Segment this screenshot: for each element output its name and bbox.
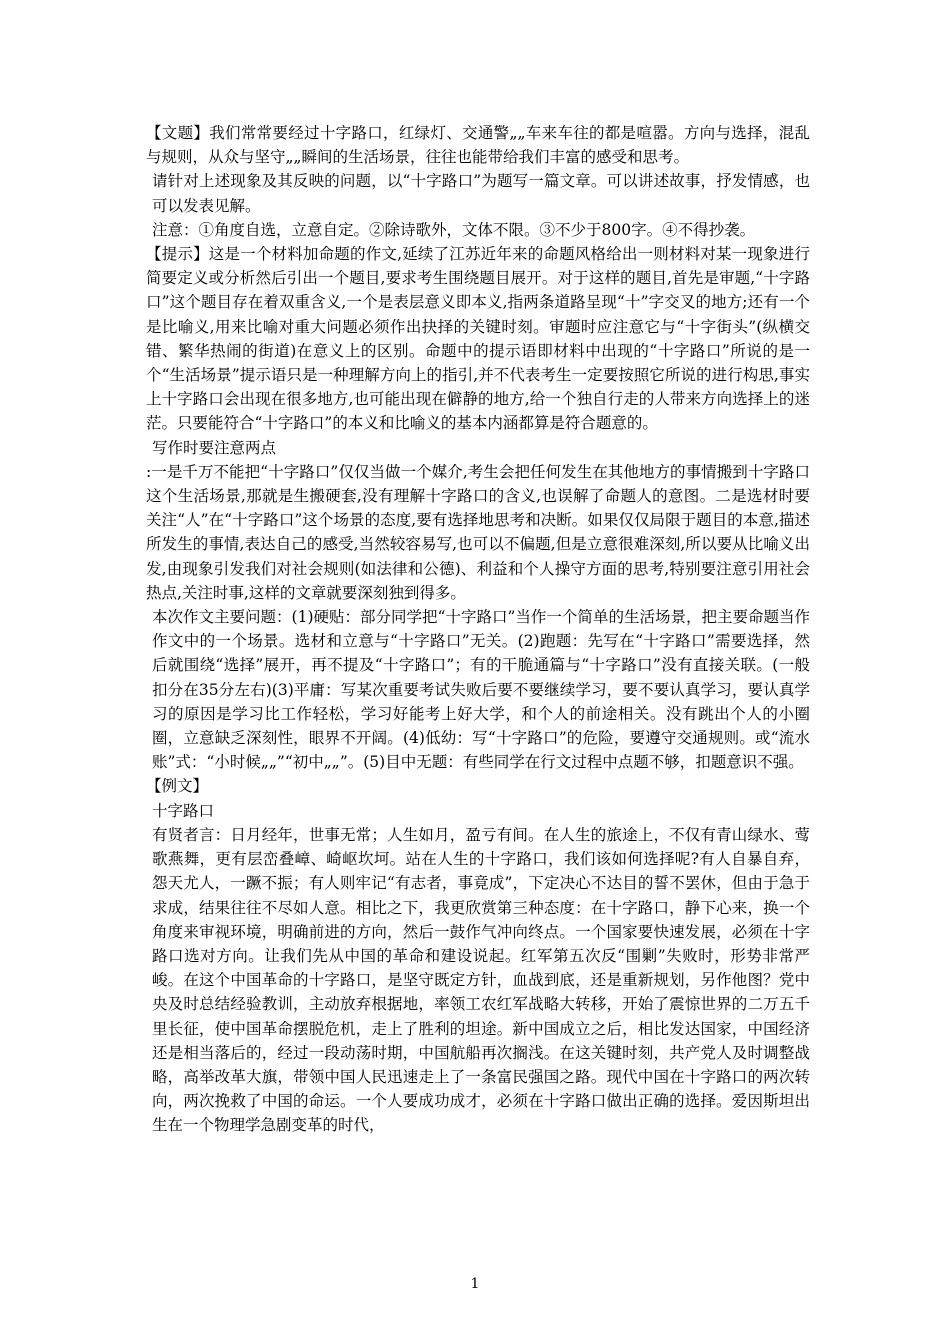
essay-body-paragraph: 有贤者言：日月经年，世事无常；人生如月，盈亏有间。在人生的旅途上，不仅有青山绿水、莺歌燕舞，更有层峦叠嶂、崎岖坎坷。站在人生的十字路口，我们该如何选择呢?有人自暴自弃，怨天尤人，一蹶不振；有人则牢记“有志者，事竟成”，下定决心不达目的誓不罢休，但由于急于求成，结果往往不尽如人意。相比之下，我更欣赏第三种态度：在十字路口，静下心来，换一个角度来审视环境，明确前进的方向，然后一鼓作气冲向终点。一个国家要快速发展，必须在十字路口选对方向。让我们先从中国的革命和建设说起。红军第五次反“围剿”失败时，形势非常严峻。在这个中国革命的十字路口，是坚守既定方针，血战到底，还是重新规划，另作他图？党中央及时总结经验教训，主动放弃根据地，率领工农红军战略大转移，开始了震惊世界的二万五千里长征，使中国革命摆脱危机，走上了胜利的坦途。新中国成立之后，相比发达国家，中国经济还是相当落后的，经过一段动荡时期，中国航船再次搁浅。在这关键时刻，共产党人及时调整战略，高举改革大旗，带领中国人民迅速走上了一条富民强国之路。现代中国在十字路口的两次转向，两次挽救了中国的命运。一个人要成功成才，必须在十字路口做出正确的选择。爱因斯坦出生在一个物理学急剧变革的时代， xyxy=(152,825,810,1135)
hint-paragraph: 【提示】这是一个材料加命题的作文,延续了江苏近年来的命题风格给出一则材料对某一现象进行简要定义或分析然后引出一个题目,要求考生围绕题目展开。对于这样的题目,首先是审题,“十字路口”这个题目存在着双重含义,一个是表层意义即本义,指两条道路呈现“十”字交叉的地方;还有一个是比喻义,用来比喻对重大问题必须作出抉择的关键时刻。审题时应注意它与“十字街头”(纵横交错、繁华热闹的街道)在意义上的区别。命题中的提示语即材料中出现的“十字路口”所说的是一个“生活场景”提示语只是一种理解方向上的指引,并不代表考生一定要按照它所说的进行构思,事实上十字路口会出现在很多地方,也可能出现在僻静的地方,给一个独自行走的人带来方向选择上的迷茫。只要能符合“十字路口”的本义和比喻义的基本内涵都算是符合题意的。 xyxy=(146,245,810,433)
example-heading: 【例文】 xyxy=(146,777,209,796)
problems-paragraph: 本次作文主要问题：(1)硬贴：部分同学把“十字路口”当作一个简单的生活场景，把主要命题当作作文中的一个场景。选材和立意与“十字路口”无关。(2)跑题：先写在“十字路口”需要选择，然后就围绕“选择”展开，再不提及“十字路口”；有的干脆通篇与“十字路口”没有直接关联。(一般扣分在35分左右)(3)平庸：写某次重要考试失败后要不要继续学习，要不要认真学习，要认真学习的原因是学习比工作轻松，学习好能考上好大学，和个人的前途相关。没有跳出个人的小圈圈，立意缺乏深刻性，眼界不开阔。(4)低幼：写“十字路口”的危险，要遵守交通规则。或“流水账”式：“小时候„„”“初中„„”。(5)目中无题：有些同学在行文过程中点题不够，扣题意识不强。 xyxy=(152,608,810,772)
prompt-paragraph: 【文题】我们常常要经过十字路口，红绿灯、交通警„„车来车往的都是喧嚣。方向与选择，混乱与规则，从众与坚守„„瞬间的生活场景，往往也能带给我们丰富的感受和思考。 xyxy=(146,124,810,167)
writing-points-paragraph: :一是千万不能把“十字路口”仅仅当做一个媒介,考生会把任何发生在其他地方的事情搬到十字路口这个生活场景,那就是生搬硬套,没有理解十字路口的含义,也误解了命题人的意图。二是选材时要关注“人”在“十字路口”这个场景的态度,要有选择地思考和决断。如果仅仅局限于题目的本意,描述所发生的事情,表达自己的感受,当然较容易写,也可以不偏题,但是立意很难深刻,所以要从比喻义出发,由现象引发我们对社会规则(如法律和公德)、利益和个人操守方面的思考,特别要注意引用社会热点,关注时事,这样的文章就要深刻独到得多。 xyxy=(146,462,810,602)
document-body xyxy=(146,121,810,1138)
notice-paragraph: 注意：①角度自选，立意自定。②除诗歌外，文体不限。③不少于800字。④不得抄袭。 xyxy=(152,220,756,239)
page-number: 1 xyxy=(470,1276,480,1292)
instruction-paragraph: 请针对上述现象及其反映的问题，以“十字路口”为题写一篇文章。可以讲述故事，抒发情感，也可以发表见解。 xyxy=(152,172,810,215)
section-heading: 写作时要注意两点 xyxy=(152,438,277,457)
essay-title: 十字路口 xyxy=(152,801,215,820)
